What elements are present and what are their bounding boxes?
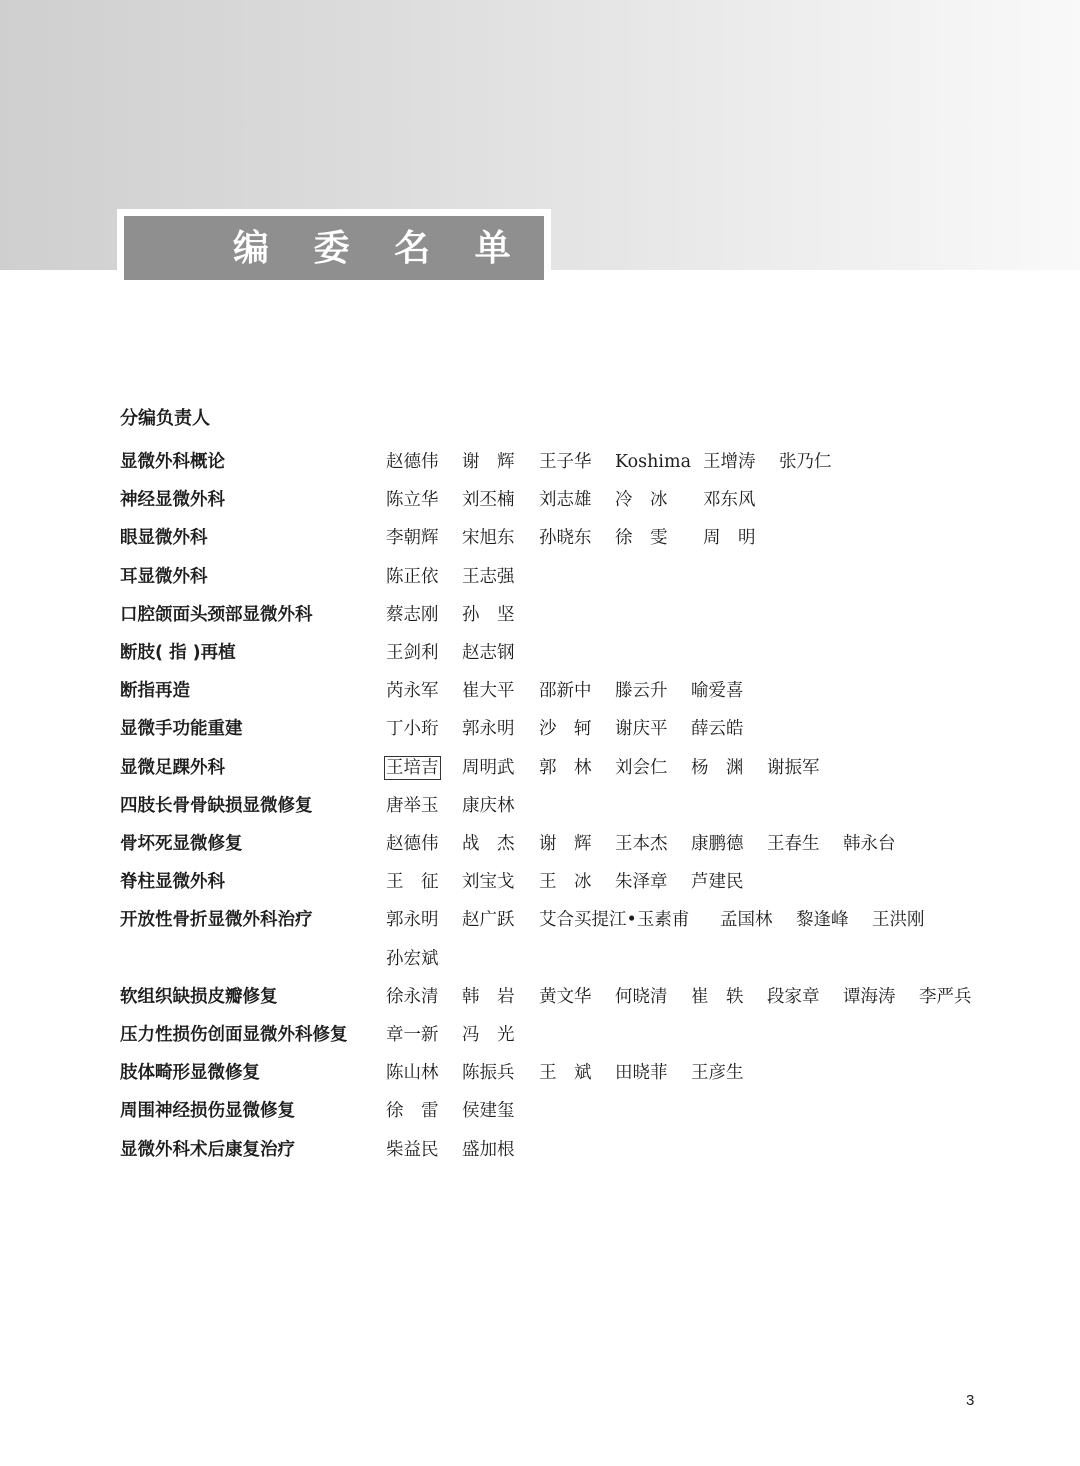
member-names	[0, 901, 1080, 939]
member-name: 孙 坚	[462, 604, 515, 625]
member-name: 徐永清	[386, 986, 439, 1007]
member-name: 周 明	[703, 528, 756, 549]
member-name: 艾合买提江•玉素甫	[539, 910, 690, 931]
member-names	[0, 672, 1080, 710]
section-row	[0, 940, 1080, 978]
member-name: 黎逢峰	[796, 910, 849, 931]
section-name: 显微外科术后康复治疗	[120, 1139, 295, 1160]
member-names	[0, 596, 1080, 634]
member-name: 柴益民	[386, 1139, 439, 1160]
member-name: 侯建玺	[462, 1101, 515, 1122]
member-names	[0, 940, 1080, 978]
member-name: Koshima	[615, 452, 692, 472]
member-name: 孙宏斌	[386, 948, 439, 969]
section-name: 四肢长骨骨缺损显微修复	[120, 795, 313, 816]
member-name: 王 冰	[539, 872, 592, 893]
member-name: 刘志雄	[539, 490, 592, 511]
section-row	[0, 1131, 1080, 1169]
member-names	[0, 787, 1080, 825]
member-name: 郭永明	[386, 910, 439, 931]
section-name: 神经显微外科	[120, 490, 225, 511]
member-name: 徐 雯	[615, 528, 668, 549]
member-name: 张乃仁	[779, 452, 832, 472]
section-name: 软组织缺损皮瓣修复	[120, 986, 278, 1007]
member-name: 赵德伟	[386, 834, 439, 854]
member-name: 王本杰	[615, 834, 668, 854]
section-row	[0, 749, 1080, 787]
section-name: 眼显微外科	[120, 528, 208, 549]
member-name: 王彦生	[691, 1063, 744, 1084]
section-name: 周围神经损伤显微修复	[120, 1101, 295, 1122]
member-name: 朱泽章	[615, 872, 668, 893]
member-name: 王春生	[767, 834, 820, 854]
member-name: 谢 辉	[462, 452, 515, 472]
member-names	[0, 710, 1080, 748]
member-names	[0, 1016, 1080, 1054]
member-name: 冷 冰	[615, 490, 668, 511]
section-name: 开放性骨折显微外科治疗	[120, 910, 313, 931]
member-name: 谢振军	[767, 757, 820, 778]
section-name: 骨坏死显微修复	[120, 834, 243, 854]
member-names	[0, 443, 1080, 481]
member-name: 刘会仁	[615, 757, 668, 778]
section-name: 脊柱显微外科	[120, 872, 225, 893]
member-name: 丁小珩	[386, 719, 439, 740]
section-row	[0, 443, 1080, 481]
page-number: 3	[966, 1392, 975, 1409]
member-names	[0, 749, 1080, 787]
member-names	[0, 558, 1080, 596]
section-row	[0, 787, 1080, 825]
member-name: 冯 光	[462, 1025, 515, 1045]
member-name: 陈振兵	[462, 1063, 515, 1084]
member-name: 刘宝戈	[462, 872, 515, 893]
section-name: 显微足踝外科	[120, 757, 225, 778]
section-row	[0, 596, 1080, 634]
member-name: 李朝辉	[386, 528, 439, 549]
member-name: 郭永明	[462, 719, 515, 740]
member-name: 滕云升	[615, 681, 668, 702]
member-name: 周明武	[462, 757, 515, 778]
member-name: 芦建民	[691, 872, 744, 893]
member-name: 刘丕楠	[462, 490, 515, 511]
member-name: 王增涛	[703, 452, 756, 472]
member-name: 何晓清	[615, 986, 668, 1007]
member-name: 喻爱喜	[691, 681, 744, 702]
section-row	[0, 1016, 1080, 1054]
section-row	[0, 978, 1080, 1016]
member-names	[0, 863, 1080, 901]
section-row	[0, 481, 1080, 519]
member-name: 黄文华	[539, 986, 592, 1007]
section-name: 断指再造	[120, 681, 190, 702]
member-name: 王子华	[539, 452, 592, 472]
member-name: 韩永台	[843, 834, 896, 854]
member-name: 田晓菲	[615, 1063, 668, 1084]
member-names	[0, 1131, 1080, 1169]
section-name: 断肢( 指 )再植	[120, 643, 236, 663]
member-name: 崔 轶	[691, 986, 744, 1007]
section-row	[0, 1092, 1080, 1130]
member-name: 谢 辉	[539, 834, 592, 854]
section-row	[0, 901, 1080, 939]
member-name: 盛加根	[462, 1139, 515, 1160]
member-name: 陈山林	[386, 1063, 439, 1084]
member-name: 段家章	[767, 986, 820, 1007]
section-row	[0, 558, 1080, 596]
member-names	[0, 825, 1080, 863]
page-title: 编 委 名 单	[233, 227, 527, 269]
member-name: 赵志钢	[462, 643, 515, 663]
section-name: 口腔颌面头颈部显微外科	[120, 604, 313, 625]
member-names	[0, 481, 1080, 519]
section-heading: 分编负责人	[120, 408, 210, 429]
member-name: 章一新	[386, 1025, 439, 1045]
section-row	[0, 519, 1080, 557]
member-names	[0, 1054, 1080, 1092]
member-name: 宋旭东	[462, 528, 515, 549]
member-name: 谢庆平	[615, 719, 668, 740]
member-names	[0, 634, 1080, 672]
section-name: 显微外科概论	[120, 452, 225, 472]
member-name: 邓东风	[703, 490, 756, 511]
member-name: 邵新中	[539, 681, 592, 702]
member-name: 谭海涛	[843, 986, 896, 1007]
member-name: 王志强	[462, 566, 515, 587]
section-name: 显微手功能重建	[120, 719, 243, 740]
member-name: 韩 岩	[462, 986, 515, 1007]
member-name: 陈正依	[386, 566, 439, 587]
member-names	[0, 1092, 1080, 1130]
member-name: 沙 轲	[539, 719, 592, 740]
section-row	[0, 863, 1080, 901]
member-name: 战 杰	[462, 834, 515, 854]
member-name: 王培吉	[386, 757, 439, 778]
member-name: 王 征	[386, 872, 439, 893]
section-row	[0, 825, 1080, 863]
member-name: 薛云皓	[691, 719, 744, 740]
section-name: 耳显微外科	[120, 566, 208, 587]
member-name: 康鹏德	[691, 834, 744, 854]
member-name: 唐举玉	[386, 795, 439, 816]
member-name: 王洪刚	[872, 910, 925, 931]
section-row	[0, 672, 1080, 710]
member-name: 崔大平	[462, 681, 515, 702]
member-name: 蔡志刚	[386, 604, 439, 625]
member-name: 康庆林	[462, 795, 515, 816]
member-name: 王剑利	[386, 643, 439, 663]
section-name: 压力性损伤创面显微外科修复	[120, 1025, 348, 1045]
member-name: 孟国林	[720, 910, 773, 931]
member-name: 芮永军	[386, 681, 439, 702]
member-name: 李严兵	[919, 986, 972, 1007]
member-name: 杨 渊	[691, 757, 744, 778]
section-row	[0, 1054, 1080, 1092]
member-names	[0, 519, 1080, 557]
member-names	[0, 978, 1080, 1016]
member-name: 孙晓东	[539, 528, 592, 549]
member-name: 王 斌	[539, 1063, 592, 1084]
member-name: 赵广跃	[462, 910, 515, 931]
member-name: 陈立华	[386, 490, 439, 511]
member-name: 郭 林	[539, 757, 592, 778]
section-row	[0, 634, 1080, 672]
section-row	[0, 710, 1080, 748]
member-name: 徐 雷	[386, 1101, 439, 1122]
member-name: 赵德伟	[386, 452, 439, 472]
section-name: 肢体畸形显微修复	[120, 1063, 260, 1084]
